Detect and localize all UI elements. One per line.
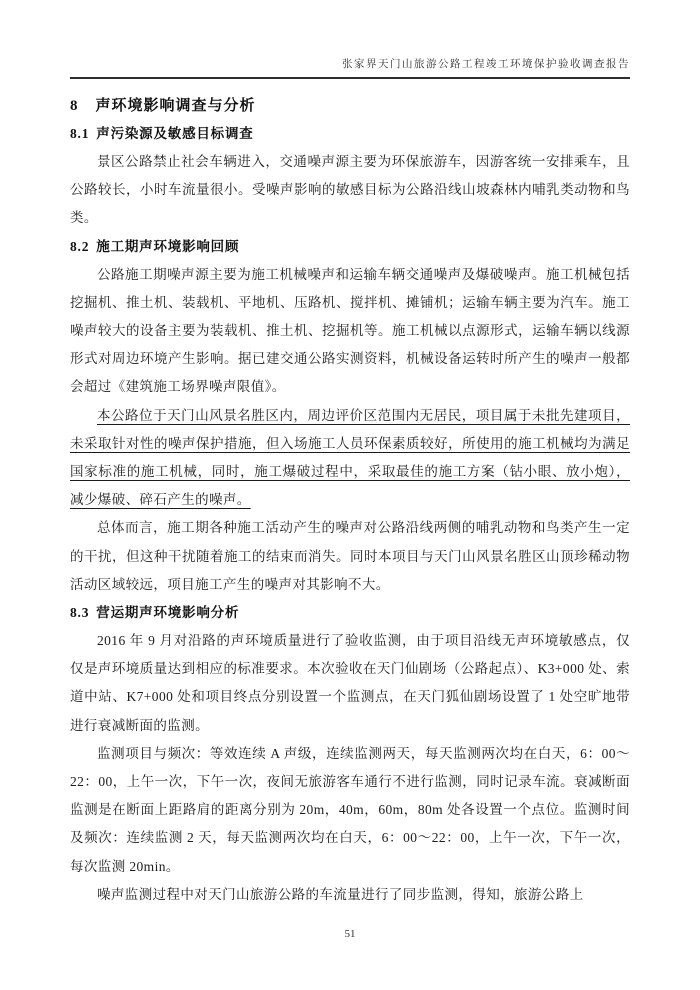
section-number-8-1: 8.1 [70, 126, 90, 141]
page-footer [0, 924, 700, 942]
section-heading-8-1 [70, 120, 630, 148]
section-heading-8-3 [70, 599, 630, 627]
paragraph-monitoring-frequency: 监测项目与频次：等效连续 A 声级，连续监测两天，每天监测两次均在白天，6：00～22：00，上午一次，下午一次，夜间无旅游客车通行不进行监测，同时记录车流。衰减断面监测是在断面上距路肩的距离分别为 20m，40m，60m，80m 处各设置一个点位。监测时间及频次：连续监测 2 天，每天监测两次均在白天，6：00～22：00，上午一次，下午一次，每次监测 20min。 [70, 745, 630, 874]
section-title-8-1: 声污染源及敏感目标调查 [96, 126, 254, 141]
paragraph-scenic-area-underlined: 本公路位于天门山风景名胜区内，周边评价区范围内无居民，项目属于未批先建项目，未采取针对性的噪声保护措施，但入场施工人员环保素质较好，所使用的施工机械均为满足国家标准的施工机械，同时，施工爆破过程中，采取最佳的施工方案（钻小眼、放小炮），减少爆破、碎石产生的噪声。 [70, 407, 630, 508]
paragraph-acceptance-monitoring: 2016 年 9 月对沿路的声环境质量进行了验收监测，由于项目沿线无声环境敏感点，仅仅是声环境质量达到相应的标准要求。本次验收在天门仙剧场（公路起点）、K3+000 处、索道中站、K7+000 处和项目终点分别设置一个监测点，在天门狐仙剧场设置了 1 处空旷地带进行衰减断面的监测。 [70, 633, 630, 733]
section-number-8-2: 8.2 [70, 238, 90, 254]
page-header [70, 0, 630, 79]
section-heading-8-2 [70, 233, 630, 261]
section-number-8: 8 [70, 98, 79, 114]
section-title-8-3: 营运期声环境影响分析 [96, 605, 240, 621]
section-title-8: 声环境影响调查与分析 [95, 97, 256, 114]
document-content [70, 79, 630, 909]
page-number: 51 [344, 928, 356, 940]
paragraph-traffic-monitoring: 噪声监测过程中对天门山旅游公路的车流量进行了同步监测，得知，旅游公路上 [97, 886, 584, 902]
section-title-8-2: 施工期声环境影响回顾 [96, 238, 240, 254]
paragraph-construction-noise: 公路施工期噪声源主要为施工机械噪声和运输车辆交通噪声及爆破噪声。施工机械包括挖掘机、推土机、装载机、平地机、压路机、搅拌机、摊铺机；运输车辆主要为汽车。施工噪声较大的设备主要为装载机、推土机、挖掘机等。施工机械以点源形式，运输车辆以线源形式对周边环境产生影响。据已建交通公路实测资料，机械设备运转时所产生的噪声一般都会超过《建筑施工场界噪声限值》。 [70, 266, 630, 395]
header-title: 张家界天门山旅游公路工程竣工环境保护验收调查报告 [342, 59, 630, 70]
section-heading-8 [70, 92, 630, 120]
paragraph-noise-sources: 景区公路禁止社会车辆进入，交通噪声源主要为环保旅游车，因游客统一安排乘车，且公路较长，小时车流量很小。受噪声影响的敏感目标为公路沿线山坡森林内哺乳类动物和鸟类。 [70, 154, 630, 226]
section-number-8-3: 8.3 [70, 605, 90, 621]
paragraph-overall-impact: 总体而言，施工期各种施工活动产生的噪声对公路沿线两侧的哺乳动物和鸟类产生一定的干扰，但这种干扰随着施工的结束而消失。同时本项目与天门山风景名胜区山顶珍稀动物活动区域较远，项目施工产生的噪声对其影响不大。 [70, 520, 630, 592]
